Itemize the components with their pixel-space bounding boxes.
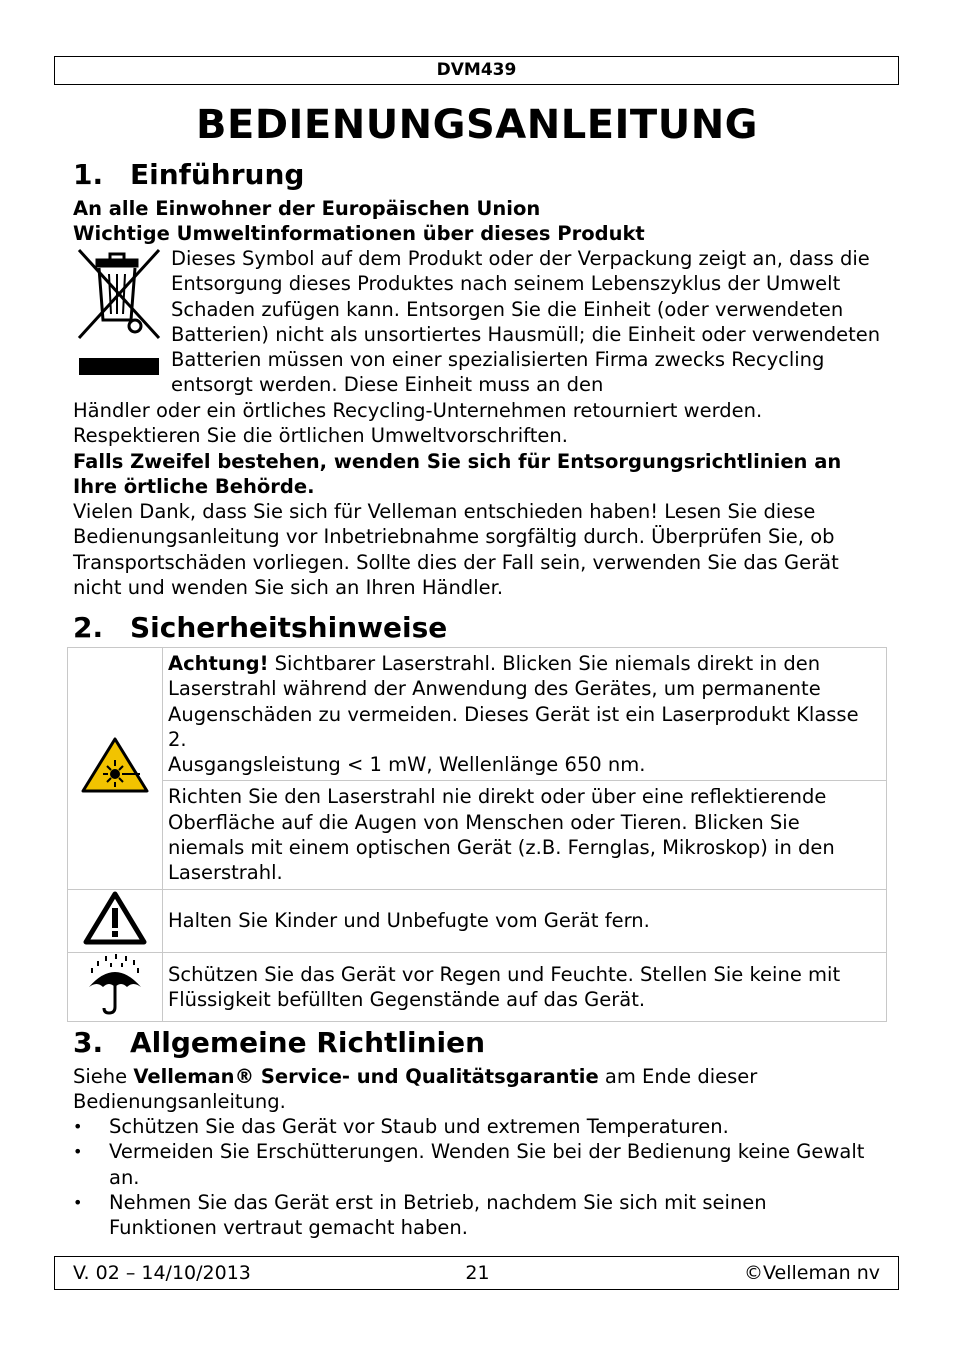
intro-post: am Ende dieser Bedienungsanleitung. — [73, 1065, 758, 1114]
keep-dry-icon — [85, 953, 145, 1015]
laser-warning-body: Sichtbarer Laserstrahl. Blicken Sie niemals direkt in den Laserstrahl während der Anwendung des Gerätes, um permanente Augenschäden zu vermeiden. Dieses Gerät ist ein Laserprodukt Klasse 2. — [168, 652, 859, 751]
list-item: • Vermeiden Sie Erschütterungen. Wenden Sie bei der Bedienung keine Gewalt an. — [73, 1139, 873, 1190]
table-row — [68, 952, 887, 1021]
section-title: Allgemeine Richtlinien — [130, 1026, 486, 1059]
guidelines-intro — [73, 1064, 873, 1115]
table-row — [68, 648, 887, 781]
weee-text-continued: Händler oder ein örtliches Recycling-Unternehmen retourniert werden. Respektieren Sie die örtlichen Umweltvorschriften. — [73, 399, 763, 448]
warning-icon-cell — [68, 889, 163, 952]
list-item: • Nehmen Sie das Gerät erst in Betrieb, nachdem Sie sich mit seinen Funktionen vertraut gemacht haben. — [73, 1190, 873, 1241]
footer-page-number: 21 — [465, 1262, 490, 1284]
safety-table — [67, 647, 887, 1022]
warning-icon — [82, 890, 148, 946]
footer-version: V. 02 – 14/10/2013 — [73, 1262, 251, 1284]
footer-copyright: ©Velleman nv — [744, 1262, 880, 1284]
laser-warning-icon — [80, 736, 150, 794]
guidelines-list — [73, 1114, 873, 1240]
header-box — [54, 56, 899, 85]
keep-dry-icon-cell — [68, 952, 163, 1021]
table-row — [68, 889, 887, 952]
disposal-doubt-text: Falls Zweifel bestehen, wenden Sie sich für Entsorgungsrichtlinien an Ihre örtliche Behörde. — [73, 450, 842, 499]
section-number: 1. — [73, 158, 104, 191]
laser-output-spec: Ausgangsleistung < 1 mW, Wellenlänge 650 nm. — [168, 753, 646, 777]
weee-bin-icon — [75, 246, 163, 380]
section-number: 2. — [73, 611, 104, 644]
section-1-heading — [73, 158, 304, 192]
rain-warning-text: Schützen Sie das Gerät vor Regen und Feuchte. Stellen Sie keine mit Flüssigkeit befüllten Gegenstände auf das Gerät. — [163, 952, 887, 1021]
section-2-heading — [73, 611, 447, 645]
section-3-heading — [73, 1026, 485, 1060]
env-info-subheading: Wichtige Umweltinformationen über dieses Produkt — [73, 222, 645, 245]
section-title: Sicherheitshinweise — [130, 611, 448, 644]
weee-text: Dieses Symbol auf dem Produkt oder der Verpackung zeigt an, dass die Entsorgung dieses Produktes nach seinem Lebenszyklus der Umwelt Schaden zufügen kann. Entsorgen Sie die Einheit (oder verwendeten Batterien) nicht als unsortiertes Hausmüll; die Einheit oder verwendeten Batterien müssen von einer spezialisierten Firma zwecks Recycling entsorgt werden. Diese Einheit muss an den — [171, 247, 881, 397]
table-row — [68, 781, 887, 889]
eu-residents-subheading: An alle Einwohner der Europäischen Union — [73, 197, 541, 220]
footer — [54, 1256, 899, 1290]
attention-label: Achtung! — [168, 652, 269, 675]
warranty-reference: Velleman® Service- und Qualitätsgarantie — [133, 1065, 599, 1088]
intro-pre: Siehe — [73, 1065, 134, 1088]
laser-warning-text — [163, 648, 887, 781]
thanks-paragraph: Vielen Dank, dass Sie sich für Velleman entschieden haben! Lesen Sie diese Bedienungsanleitung vor Inbetriebnahme sorgfältig durch. Überprüfen Sie, ob Transportschäden vorliegen. Sollte dies der Fall sein, verwenden Sie das Gerät nicht und wenden Sie sich an Ihren Händler. — [73, 500, 839, 599]
laser-icon-cell — [68, 648, 163, 890]
children-warning-text: Halten Sie Kinder und Unbefugte vom Gerät fern. — [163, 889, 887, 952]
section-number: 3. — [73, 1026, 104, 1059]
list-item: • Schützen Sie das Gerät vor Staub und extremen Temperaturen. — [73, 1114, 873, 1139]
section-title: Einführung — [130, 158, 305, 191]
model-name: DVM439 — [436, 60, 517, 80]
page-title: BEDIENUNGSANLEITUNG — [196, 102, 758, 148]
laser-reflect-text: Richten Sie den Laserstrahl nie direkt oder über eine reflektierende Oberfläche auf die Augen von Menschen oder Tieren. Blicken Sie niemals mit einem optischen Gerät (z.B. Fernglas, Mikroskop) in den Laserstrahl. — [163, 781, 887, 889]
